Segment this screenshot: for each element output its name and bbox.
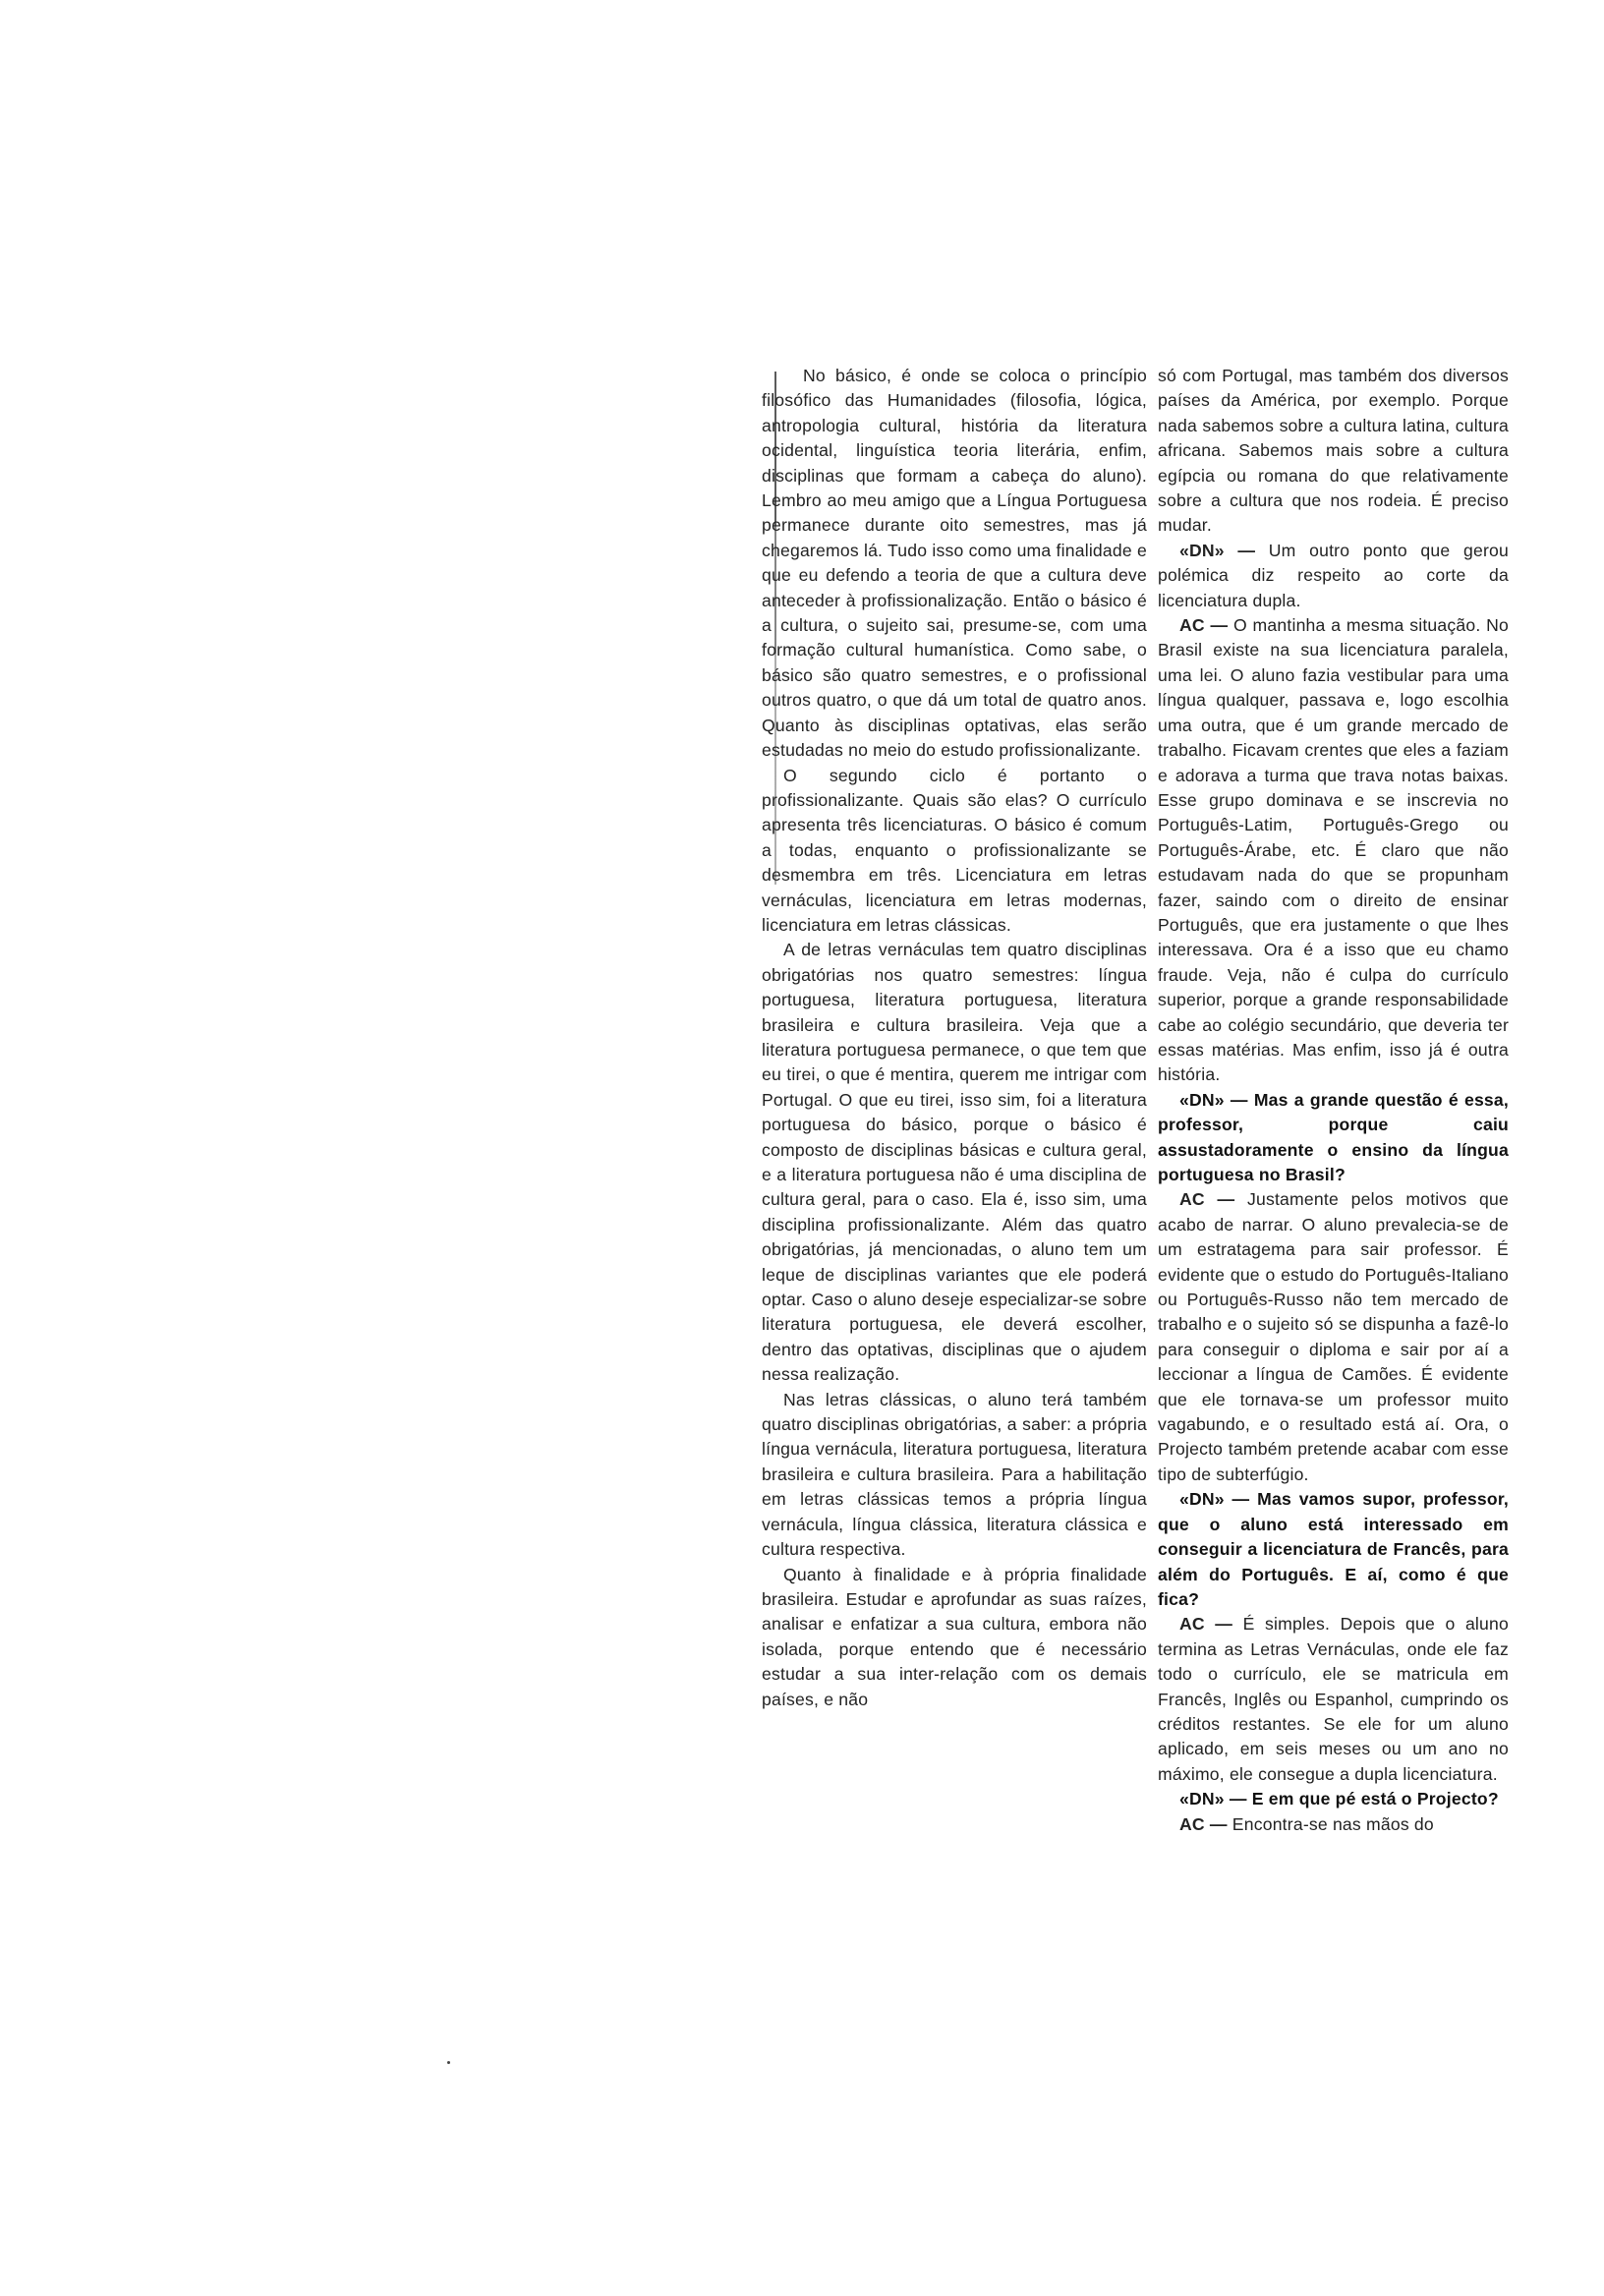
answer-speaker: AC — — [1179, 1813, 1228, 1834]
left-paragraph-5: Quanto à finalidade e à própria finalidade brasileira. Estudar e aprofundar as suas raízes, analisar e enfatizar a sua cultura, embora não isolada, porque entendo que é necessário estudar a sua inter-relação com os demais países, e não — [762, 1564, 1147, 1709]
question-text: Mas vamos supor, professor, que o aluno está interessado em conseguir a licenciatura de Francês, para além do Português. E aí, como é que fica? — [1158, 1489, 1510, 1609]
question-text: E em que pé está o Projecto? — [1251, 1789, 1499, 1809]
article-left-column — [762, 364, 1147, 1712]
answer-speaker: AC — — [1179, 1614, 1233, 1635]
question-speaker: «DN» — — [1179, 1789, 1247, 1809]
scan-speck — [447, 2061, 450, 2064]
right-paragraph-1 — [1158, 364, 1509, 539]
interview-answer-4 — [1158, 1812, 1509, 1837]
interview-answer-3 — [1158, 1612, 1509, 1787]
question-text: Um outro ponto que gerou polémica diz respeito ao corte da licenciatura dupla. — [1158, 540, 1509, 610]
answer-text: É simples. Depois que o aluno termina as Letras Vernáculas, onde ele faz todo o currículo, ele se matricula em Francês, Inglês ou Espanhol, cumprindo os créditos restantes. Se ele for um aluno aplicado, em seis meses ou um ano no máximo, ele consegue a dupla licenciatura. — [1158, 1614, 1509, 1784]
interview-question-4 — [1158, 1787, 1509, 1811]
answer-text: Encontra-se nas mãos do — [1232, 1813, 1434, 1834]
answer-speaker: AC — — [1179, 615, 1229, 636]
interview-question-1 — [1158, 539, 1509, 613]
interview-answer-2 — [1158, 1187, 1509, 1487]
right-paragraph-1-text: só com Portugal, mas também dos diversos países da América, por exemplo. Porque nada sabemos sobre a cultura latina, cultura africana. Sabemos mais sobre a cultura egípcia ou romana do que relativamente sobre a cultura que nos rodeia. É preciso mudar. — [1158, 366, 1509, 536]
left-paragraph-3: A de letras vernáculas tem quatro disciplinas obrigatórias nos quatro semestres: língua portuguesa, literatura portuguesa, literatura brasileira e cultura brasileira. Veja que a literatura portuguesa permanece, o que tem que eu tirei, o que é mentira, querem me intrigar com Portugal. O que eu tirei, isso sim, foi a literatura portuguesa do básico, porque o básico é composto de disciplinas básicas e cultura geral, e a literatura portuguesa não é uma disciplina de cultura geral, para o caso. Ela é, isso sim, uma disciplina profissionalizante. Além das quatro obrigatórias, já mencionadas, o aluno tem um leque de disciplinas variantes que ele poderá optar. Caso o aluno deseje especializar-se sobre literatura portuguesa, ele deverá escolher, dentro das optativas, disciplinas que o ajudem nessa realização. — [762, 940, 1147, 1385]
question-text: Mas a grande questão é essa, professor, porque caiu assustadoramente o ensino da língua portuguesa no Brasil? — [1158, 1089, 1509, 1184]
answer-text: O mantinha a mesma situação. No Brasil existe na sua licenciatura paralela, uma lei. O aluno fazia vestibular para uma língua qualquer, passava e, logo escolhia uma outra, que é um grande mercado de trabalho. Ficavam crentes que eles a faziam e adorava a turma que trava notas baixas. Esse grupo dominava e se inscrevia no Português-Latim, Português-Grego ou Português-Árabe, etc. É claro que não estudavam nada do que se propunham fazer, saindo com o direito de ensinar Português, que era justamente o que lhes interessava. Ora é a isso que eu chamo fraude. Veja, não é culpa do currículo superior, porque a grande responsabilidade cabe ao colégio secundário, que deveria ter essas matérias. Mas enfim, isso já é outra história. — [1158, 615, 1510, 1085]
article-right-column — [1158, 364, 1509, 1837]
interview-answer-1 — [1158, 613, 1509, 1088]
question-speaker: «DN» — — [1179, 1089, 1248, 1110]
left-paragraph-2: O segundo ciclo é portanto o profissionalizante. Quais são elas? O currículo apresenta três licenciaturas. O básico é comum a todas, enquanto o profissionalizante se desmembra em três. Licenciatura em letras vernáculas, licenciatura em letras modernas, licenciatura em letras clássicas. — [762, 765, 1147, 935]
question-speaker: «DN» — — [1179, 1489, 1250, 1510]
question-speaker: «DN» — — [1179, 540, 1256, 560]
answer-text: Justamente pelos motivos que acabo de narrar. O aluno prevalecia-se de um estratagema para sair professor. É evidente que o estudo do Português-Italiano ou Português-Russo não tem mercado de trabalho e o sujeito só se dispunha a fazê-lo para conseguir o diploma e sair por aí a leccionar a língua de Camões. É evidente que ele tornava-se um professor muito vagabundo, e o resultado está aí. Ora, o Projecto também pretende acabar com esse tipo de subterfúgio. — [1158, 1189, 1510, 1484]
interview-question-3 — [1158, 1487, 1509, 1612]
interview-question-2 — [1158, 1088, 1509, 1188]
answer-speaker: AC — — [1179, 1189, 1235, 1210]
newspaper-clipping — [762, 364, 1509, 2035]
left-paragraph-4: Nas letras clássicas, o aluno terá também quatro disciplinas obrigatórias, a saber: a própria língua vernácula, literatura portuguesa, literatura brasileira e cultura brasileira. Para a habilitação em letras clássicas temos a própria língua vernácula, língua clássica, literatura clássica e cultura respectiva. — [762, 1389, 1147, 1560]
left-paragraph-1: No básico, é onde se coloca o princípio filosófico das Humanidades (filosofia, lógica, antropologia cultural, história da literatura ocidental, linguística teoria literária, enfim, disciplinas que formam a cabeça do aluno). Lembro ao meu amigo que a Língua Portuguesa permanece durante oito semestres, mas já chegaremos lá. Tudo isso como uma finalidade e que eu defendo a teoria de que a cultura deve anteceder à profissionalização. Então o básico é a cultura, o sujeito sai, presume-se, com uma formação cultural humanística. Como sabe, o básico são quatro semestres, e o profissional outros quatro, o que dá um total de quatro anos. Quanto às disciplinas optativas, elas serão estudadas no meio do estudo profissionalizante. — [762, 366, 1147, 761]
